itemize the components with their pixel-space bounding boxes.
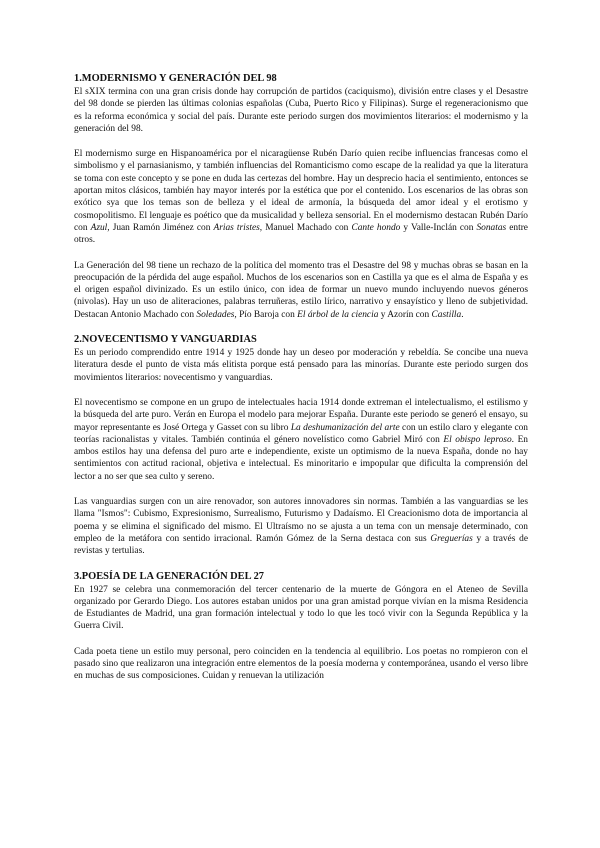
paragraph-spacer <box>74 384 528 397</box>
text-run: Cada poeta tiene un estilo muy personal, pero coinciden en la tendencia al equilibrio. Los poetas no rompieron con el pasado sino que realizaron una integración entre elementos de la poesía moderna y contemporánea, usando el verso libre en muchas de sus composiciones. Cuidan y renuevan la utilización <box>74 646 528 682</box>
italic-title: Greguerías <box>430 533 473 544</box>
text-run: El sXIX termina con una gran crisis donde hay corrupción de partidos (caciquismo), división entre clases y el Desastre del 98 donde se pierden las últimas colonias españolas (Cuba, Puerto Rico y Filipinas). Surge el regeneracionismo que es la reforma económica y social del país. Durante este periodo surgen dos movimientos literarios: el modernismo y la generación del 98. <box>74 87 528 134</box>
text-run: El modernismo surge en Hispanoamérica por el nicaragüense Rubén Darío quien recibe influencias francesas como el simbolismo y el parnasianismo, y también influencias del Romanticismo como escape de la realidad ya que la literatura se toma con este concepto y se pone en duda las certezas del hombre. Hay un desprecio hacia el sentimiento, entonces se aportan mitos clásicos, también hay mayor interés por la estética que por el contenido. Los escenarios de las obras son exótico sya que los temas son de belleza y el ideal de armonía, la búsqueda del amor ideal y el erotismo y cosmopolitismo. El lenguaje es poético que da musicalidad y belleza sensorial. En el modernismo destacan Rubén Darío con <box>74 149 528 233</box>
body-paragraph <box>74 496 528 557</box>
body-paragraph <box>74 646 528 683</box>
text-run: y Valle-Inclán con <box>400 222 477 233</box>
italic-title: Arias tristes, <box>213 222 263 233</box>
text-run: con un estilo claro y elegante con teorías racionalistas y vitales. También continúa el género novelístico como Gabriel Miró con <box>74 422 528 445</box>
section-spacer <box>74 321 528 334</box>
body-paragraph <box>74 347 528 384</box>
body-paragraph <box>74 260 528 321</box>
text-run: Manuel Machado con <box>262 222 352 233</box>
text-run: En 1927 se celebra una conmemoración del tercer centenario de la muerte de Góngora en el Ateneo de Sevilla organizado por Gerardo Diego. Los autores estaban unidos por una gran amistad porque vivían en la misma Residencia de Estudiantes de Madrid, una gran formación intelectual y todo lo que les tocó vivir con la Segunda República y la Guerra Civil. <box>74 584 528 632</box>
paragraph-spacer <box>74 135 528 148</box>
text-run: , Pío Baroja con <box>234 309 298 320</box>
italic-title: Azul, <box>90 222 110 233</box>
text-run: Juan Ramón Jiménez con <box>109 222 214 233</box>
text-run: . <box>461 309 464 320</box>
text-run: y Azorín con <box>378 309 432 320</box>
body-paragraph <box>74 397 528 483</box>
text-run: y a través de revistas y tertulias. <box>74 533 528 557</box>
paragraph-spacer <box>74 247 528 260</box>
italic-title: Cante hondo <box>351 222 401 233</box>
body-paragraph <box>74 148 528 246</box>
text-run: . En ambos estilos hay una defensa del puro arte e independiente, existe un optimismo de la nueva España, donde no hay sentimientos con actitud racional, objetiva e intelectual. Es minoritario e impopular que dificulta la comprensión del lector a no ser que sea culto y sereno. <box>74 434 528 482</box>
paragraph-spacer <box>74 483 528 496</box>
body-paragraph <box>74 584 528 633</box>
text-run: Es un periodo comprendido entre 1914 y 1925 donde hay un deseo por moderación y rebeldía. Se concibe una nueva literatura desde el punto de vista más elitista porque está pensado para las minorías. Durante este periodo surgen dos movimientos literarios: novecentismo y vanguardias. <box>74 348 528 383</box>
section-heading: 1.MODERNISMO Y GENERACIÓN DEL 98 <box>74 73 277 84</box>
text-run: entre otros. <box>74 222 528 246</box>
text-run: La Generación del 98 tiene un rechazo de la política del momento tras el Desastre del 98 y muchas obras se basan en la preocupación de la pérdida del auge español. Muchos de los escenarios son en Castilla ya que es el alma de España y es el origen español divinizado. Es un estilo único, con idea de formar un nuevo mundo incluyendo nuevos géneros (nivolas). Hay un uso de aliteraciones, palabras terruñeras, estilo lírico, narrativo y ensayístico y lleno de subjetividad. Destacan Antonio Machado con <box>74 260 528 320</box>
text-run: El novecentismo se compone en un grupo de intelectuales hacia 1914 donde extreman el intelectualismo, el estilismo y la búsqueda del arte puro. Verán en Europa el modelo para mejorar España. Durante este periodo se generó el ensayo, su mayor representante es José Ortega y Gasset con su libro <box>74 397 528 433</box>
section-spacer <box>74 558 528 571</box>
section-heading: 2.NOVECENTISMO Y VANGUARDIAS <box>74 334 257 346</box>
italic-title: Castilla <box>431 309 462 320</box>
italic-title: El obispo leproso <box>443 434 512 445</box>
italic-title: La deshumanización del arte <box>290 422 400 433</box>
italic-title: El árbol de la ciencia <box>297 309 379 320</box>
italic-title: Sonatas <box>476 222 507 233</box>
text-run: Las vanguardias surgen con un aire renovador, son autores innovadores sin normas. También a las vanguardias se les llama "Ismos": Cubismo, Expresionismo, Surrealismo, Futurismo y Dadaísmo. El Creacionismo dota de importancia al poema y se elimina el significado del mismo. El Ultraísmo no se ajusta a un tema con un mensaje determinado, con empleo de la metáfora con sentido irracional. Ramón Gómez de la Serna destaca con sus <box>74 497 528 544</box>
paragraph-spacer <box>74 633 528 646</box>
body-paragraph <box>74 86 528 135</box>
document-body <box>74 73 528 683</box>
italic-title: Soledades <box>196 309 235 320</box>
section-heading: 3.POESÍA DE LA GENERACIÓN DEL 27 <box>74 570 264 582</box>
